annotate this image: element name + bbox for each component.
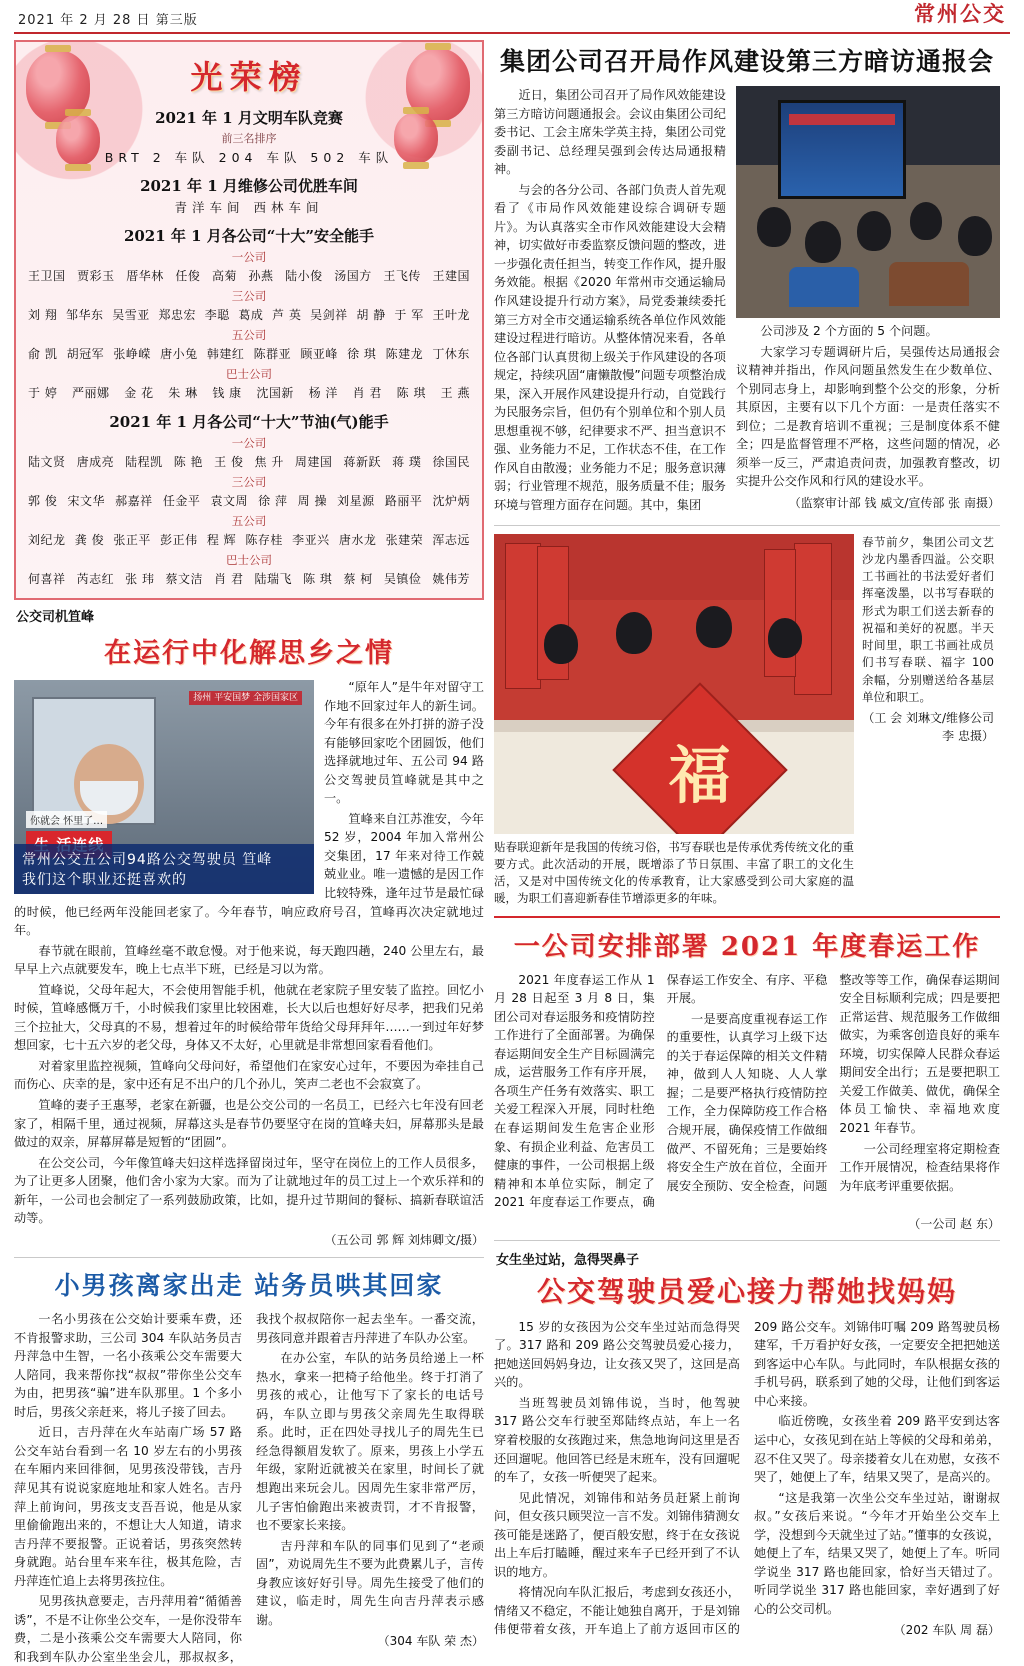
honor-name: 李聪 — [204, 308, 230, 322]
honor-name: 肖 君 — [214, 572, 244, 586]
honor-name: 何喜祥 — [28, 572, 66, 586]
calligraphy-caption-side — [862, 534, 994, 908]
honor-name: 张 玮 — [125, 572, 155, 586]
issue-date: 2021 年 2 月 28 日 第三版 — [18, 13, 198, 28]
caption-text: 春节前夕，集团公司文艺沙龙内墨香四溢。公交职工书画社的书法爱好者们挥毫泼墨，以书写春联的形式为职工们送去新春的祝福和美好的祝愿。半天时间里，职工书画社成员们书写春联、福字 100 余幅，分别赠送给各基层单位和职工。 — [862, 534, 994, 704]
calligraphy-photo — [494, 534, 854, 834]
honor-name: 邹华东 — [66, 308, 104, 322]
honor-name: 蒋新跃 — [343, 455, 381, 469]
honor-fuel-heading: 2021 年 1 月各公司“十大”节油(气)能手 — [109, 413, 389, 431]
honor-name: 徐 萍 — [258, 494, 288, 508]
paragraph: 见男孩执意要走，吉丹萍用着“循循善诱”，不是不让你坐公交车，一是你没带车费，二是小孩乘公交车需要大人陪同，你和我到车队办公室坐坐会儿，那叔叔多，我找个叔叔陪你一起去坐车。一番交流，男孩同意并跟着吉丹萍进了车队办公室。 — [14, 1312, 484, 1664]
honor-name: 刘 翔 — [28, 308, 58, 322]
company-label: 三公司 — [231, 289, 267, 303]
honor-name: 王飞传 — [383, 269, 421, 283]
honor-name: 王建国 — [432, 269, 470, 283]
honor-name: 周 操 — [297, 494, 327, 508]
paragraph: 近日，吉丹萍在火车站南广场 57 路公交车站台看到一名 10 岁左右的小男孩在车厢内来回徘徊，见男孩没带钱，吉丹萍见其有说说家庭地址和家人姓名。吉丹萍上前询问，男孩支支吾吾说，他是从家里偷偷跑出来的，不想让大人知道，请求吉丹萍不要报警。正说着话，男孩突然转身就跑。站台里车来车往，极其危险，吉丹萍连忙追上去将男孩拉住。 — [14, 1425, 242, 1588]
honor-section-heading: 2021 年 1 月文明车队竞赛 — [155, 109, 343, 127]
honor-roll-title: 光荣榜 — [190, 58, 308, 96]
honor-name: 沈炉炳 — [432, 494, 470, 508]
honor-name: 龚 俊 — [74, 533, 105, 547]
paragraph: 吉丹萍和车队的同事们见到了“老顽固”，劝说周先生不要为此费累儿子，言传身教应该好好引导。周先生接受了他们的建议，临走时，周先生向吉丹萍表示感谢。 — [256, 1538, 484, 1627]
honor-name: 陆文贤 — [28, 455, 66, 469]
honor-name: 于 婷 — [28, 386, 58, 400]
person-head — [696, 606, 732, 648]
honor-name: 肖 君 — [352, 386, 382, 400]
girl-story-title: 公交驾驶员爱心接力帮她找妈妈 — [536, 1274, 957, 1308]
paragraph: 笪峰的妻子王惠琴，老家在新疆，也是公交公司的一名员工，已经六七年没有回老家了，相隔千里，通过视频，屏幕这头是春节仍要坚守在岗的笪峰夫妇，屏幕那头是最做过的双亲，屏幕屏幕是短暂的“团圆”。 — [14, 1098, 484, 1150]
honor-roll-box — [14, 40, 484, 600]
girl-story-kicker: 女生坐过站，急得哭鼻子 — [496, 1252, 640, 1268]
divider-red — [494, 916, 1000, 918]
honor-name: 程 辉 — [206, 533, 237, 547]
tv-strap-quote: 我们这个职业还挺喜欢的 — [22, 872, 187, 888]
couplet-scroll — [505, 543, 541, 689]
paragraph: 在公交公司，今年像笪峰夫妇这样选择留岗过年，坚守在岗位上的工作人员很多，为了让更多人团聚，他们舍小家为大家。而为了让就地过年的员工过上一个欢乐祥和的新年，一公司也会制定了一系列鼓励政策，比如，提升过节期间的餐标、搞新春联谊活动等。 — [14, 1155, 484, 1226]
honor-safety-heading: 2021 年 1 月各公司“十大”安全能手 — [123, 227, 375, 245]
honor-name-row — [26, 266, 472, 285]
honor-section-note: 前三名排序 — [221, 132, 277, 145]
honor-name: 顾亚峰 — [300, 347, 338, 361]
paragraph: 当班驾驶员刘锦伟说，当时，他驾驶 317 路公交车行驶至郑陆终点站，车上一名穿着校服的女孩跑过来，焦急地询问这里是否还回遛呢。他回答已经是末班车，没有回遛呢的车了，女孩一听便哭了起来。 — [494, 1395, 740, 1485]
tv-corner-logo: 扬州 平安国梦 全涉国家区 — [189, 691, 302, 706]
honor-name: 陈建龙 — [385, 347, 424, 361]
honor-name: 胡 静 — [356, 308, 386, 322]
honor-name-row — [26, 569, 472, 588]
company-label: 一公司 — [231, 250, 267, 264]
article-byline: （一公司 赵 东） — [908, 1216, 1000, 1231]
honor-name: 张峥嵘 — [113, 347, 151, 361]
honor-name: 芦 英 — [272, 308, 302, 322]
honor-name: 王叶龙 — [432, 308, 470, 322]
paragraph: 与会的各分公司、各部门负责人首先观看了《市局作风效能建设综合调研专题片》。为认真落实全市作风效能建设大会精神，切实做好市委监察反馈问题的整改，进一步强化责任担当，转变工作作风，提升服务效能。根据《2020 年常州市交通运输局作风建设提升行动方案》，局党委兼续委托第三方对全市交通运输系统各单位作风效能建设过程进行暗访。从整体情况来看，各单位各部门认真贯彻上级关于作风建设的各项规定，持续巩固“庸懒散慢”问题专项整治成果，深入开展作风建设提升行动，自觉践行为民服务宗旨，但仍有个别单位和个别人员思想重视不够，纪律要求不严、担当意识不强、业务能力不足，工作状态不佳，在工作作风自由散漫；业务能力不足；服务意识薄弱；行业管理不规范，服务质量不佳；服务环境与管理方面存在问题。其中，集团 — [494, 182, 727, 513]
honor-name: 严丽娜 — [72, 386, 110, 400]
honor-name: 于 军 — [394, 308, 424, 322]
paragraph: 2021 年度春运工作从 1 月 28 日起至 3 月 8 日，集团公司对春运服务和疫情防控工作进行了全面部署。为确保春运期间安全生产目标圆满完成，运营服务工作有序开展，各项生产任务有效落实、职工关爱工程深入开展，同时杜绝在春运期间发生危害企业形象、有损企业利益、危害员工健康的事件，一公司根据上级精神和本单位实际，制定了 2021 年度春运工作要点，确保春运工作安全、有序、平稳开展。 — [494, 972, 828, 1210]
honor-name: 贾彩玉 — [77, 269, 115, 283]
honor-name: 金 花 — [124, 386, 154, 400]
honor-name: 吴雪亚 — [112, 308, 150, 322]
honor-name: 王 俊 — [214, 455, 244, 469]
attendee-head — [857, 211, 891, 251]
honor-name: 郝嘉祥 — [115, 494, 153, 508]
company-label: 五公司 — [231, 328, 267, 342]
honor-name: 徐国民 — [432, 455, 470, 469]
paragraph: 公司涉及 2 个方面的 5 个问题。 — [760, 324, 938, 338]
meeting-article-continued — [736, 322, 1000, 512]
paragraph: “原年人”是牛年对留守工作地不回家过年人的新生词。今年有很多在外打拼的游子没有能够回家吃个团圆饭，他们选择就地过年、五公司 94 路公交驾驶员笪峰就是其中之一。 — [324, 680, 484, 806]
honor-name: 俞 凯 — [28, 347, 58, 361]
attendee-body — [889, 262, 969, 306]
person-head — [616, 612, 652, 654]
honor-name: 芮志红 — [76, 572, 115, 586]
honor-name: 蒋 璞 — [392, 455, 422, 469]
tv-lower-third — [14, 844, 314, 894]
honor-name: 蔡 柯 — [343, 572, 373, 586]
paragraph: 对着家里监控视频，笪峰向父母问好，希望他们在家安心过年，不要因为牵挂自己而伤心、庆幸的是，家中还有足不出户的几个孙儿，笑声二老也不会寂寞了。 — [14, 1058, 484, 1092]
honor-name: 彭正伟 — [160, 533, 198, 547]
article-byline: （202 车队 周 磊） — [893, 1623, 1000, 1638]
honor-name-row — [26, 491, 472, 510]
honor-name: 刘纪龙 — [28, 533, 66, 547]
company-label: 巴士公司 — [226, 553, 272, 567]
honor-name: 陆程凯 — [125, 455, 163, 469]
honor-name: 袁文周 — [210, 494, 249, 508]
paper-name: 常州公交 — [914, 1, 1006, 26]
honor-name: 焦 升 — [254, 455, 284, 469]
calligraphy-block — [494, 534, 1000, 908]
honor-name: 陆瑞飞 — [254, 572, 293, 586]
honor-name: 宋文华 — [67, 494, 105, 508]
boy-story-title: 小男孩离家出走 站务员哄其回家 — [54, 1271, 444, 1301]
company-label: 三公司 — [231, 475, 267, 489]
attendee-head — [910, 202, 942, 240]
paragraph: 笪峰说，父母年起大，不会使用智能手机，他就在老家院子里安装了监控。回忆小时候，笪峰感慨万千，小时候我们家里比较困难，长大以后也想好好尽孝，把我们兄弟三个拉扯大，父母真的不易，想着过年的时候给带年货给父母拜拜年……一到过年好梦想回家，七十五六岁的老父母，身体又不太好，心里就是非常想回家看看他们。 — [14, 982, 484, 1053]
driver-article-kicker: 公交司机笪峰 — [16, 610, 95, 625]
person-head — [768, 618, 802, 658]
honor-name: 徐 琪 — [347, 347, 377, 361]
boy-story-text — [14, 1310, 484, 1666]
paragraph: 春节就在眼前，笪峰丝毫不敢怠慢。对于他来说，每天跑四趟，240 公里左右，最早早上六点就要发车，晚上七点半下班，已经是习以为常。 — [14, 943, 484, 977]
honor-name: 丁休东 — [432, 347, 470, 361]
company-label: 一公司 — [231, 436, 267, 450]
meeting-article-title: 集团公司召开局作风建设第三方暗访通报会 — [499, 47, 994, 76]
honor-name: 郑忠宏 — [158, 308, 196, 322]
attendee-head — [958, 216, 992, 256]
paragraph: 一是要高度重视春运工作的重要性，认真学习上级下达的关于春运保障的相关文件精神，做到人人知晓、人人掌握；二是要严格执行疫情防控工作，全力保障防疫工作合格合规开展，确保疫情工作做细做严、不留死角；三是要始终将安全生产放在首位，全面开展安全预防、安全检查，问题整改等等工作，确保春运期间安全目标顺利完成；四是要把正常运营、规范服务工作做细做实，为乘客创造良好的乘车环境，切实保障人民群众春运期间安全出行；五是要把职工关爱工作做美、做优，确保全体员工愉快、幸福地欢度 2021 年春节。 — [666, 972, 1000, 1193]
meeting-article-left-col — [494, 86, 726, 517]
honor-name: 刘星源 — [337, 494, 375, 508]
paragraph: 大家学习专题调研片后，吴强传达局通报会议精神并指出，作风问题虽然发生在少数单位、个别同志身上，却影响到整个公交的形象，分析其原因，主要有以下几个方面：一是责任落实不到位；二是教育培训不重视；三是制度体系不健全；四是监督管理不严格，这些问题的情况，必须举一反三，严肃追责问责，加强教育整改，切实提升公交作风和行风的建设水平。 — [736, 344, 1000, 489]
honor-name: 蔡文洁 — [165, 572, 204, 586]
meeting-article-body — [494, 86, 1000, 517]
honor-name-row — [26, 530, 472, 549]
honor-name: 张正平 — [113, 533, 151, 547]
honor-name: 杨 洋 — [308, 386, 338, 400]
honor-name: 唐水龙 — [338, 533, 377, 547]
honor-section-line: BRT 2 车队 204 车队 502 车队 — [104, 150, 394, 165]
honor-name: 钱 康 — [212, 386, 242, 400]
paragraph: 一公司经理室将定期检查工作开展情况，检查结果将作为年底考评重要依据。 — [839, 1141, 1000, 1193]
bus-driver-photo — [14, 680, 314, 894]
company-label: 五公司 — [231, 514, 267, 528]
honor-name: 厝华林 — [126, 269, 164, 283]
honor-name-row — [26, 452, 472, 471]
right-column — [494, 40, 1000, 1666]
calligraphy-photo-wrap — [494, 534, 854, 908]
honor-name-row — [26, 383, 472, 402]
couplet-scroll — [794, 543, 832, 695]
meeting-photo — [736, 86, 1000, 318]
paragraph: 临近傍晚，女孩坐着 209 路平安到达客运中心，女孩见到在站上等候的父母和弟弟，忍不住又哭了。母亲搂着女儿在劝慰，女孩不哭了，她便上了车，结果又哭了，是高兴的。 — [754, 1414, 1000, 1485]
article-byline: （监察审计部 钱 威文/宣传部 张 南摄） — [788, 495, 1000, 510]
honor-name: 吴剑祥 — [310, 308, 348, 322]
meeting-article-right-col — [736, 86, 1000, 517]
honor-name: 王 燕 — [440, 386, 470, 400]
paragraph: 将情况向车队汇报后，考虑到女孩还小，情绪又不稳定，不能让她独自离开，于是刘锦伟便带着女孩，开车追上了前方返回市区的 209 路公交车。刘锦伟叮嘱 209 路驾驶员杨建军，千万看护好女孩，一定要安全把把她送到客运中心车队。与此同时，车队根据女孩的手机号码，联系到了她的父母，让他们到客运中心来接。 — [494, 1319, 1000, 1637]
honor-name: 孙燕 — [248, 269, 274, 283]
paragraph: 一名小男孩在公交始计要乘车费，还不肯报警求助，三公司 304 车队站务员吉丹萍急中生智，一名小孩乘公交车需要大人陪同，我来帮你找“叔叔”带你坐公交车为由，把男孩“骗”进车队那里。1 个多小时后，男孩父亲赶来，将儿子接了回去。 — [14, 1312, 242, 1419]
tv-subtitle-tag: 你就会 怀里了… — [26, 811, 107, 828]
divider — [494, 1240, 1000, 1241]
company-label: 巴士公司 — [226, 367, 272, 381]
honor-name: 汤国方 — [334, 269, 372, 283]
article-byline: （304 车队 荣 杰） — [377, 1634, 484, 1649]
paragraph: 15 岁的女孩因为公交车坐过站而急得哭了。317 路和 209 路公交驾驶员爱心接力，把她送回妈妈身边，让女孩又哭了，这回是高兴的。 — [494, 1319, 740, 1390]
honor-name-row — [26, 305, 472, 324]
honor-name: 韩建红 — [206, 347, 245, 361]
honor-name: 葛成 — [238, 308, 264, 322]
honor-name: 陈 艳 — [173, 455, 204, 469]
paragraph: 笪峰来自江苏淮安，今年 52 岁，2004 年加入常州公交集团，17 年来对待工作兢兢业业。唯一遗憾的是因工作比较特殊，逢年过节是最忙碌的时候，他已经两年没能回老家了。今年春节，响应政府号召，笪峰再次决定就地过年。 — [14, 811, 484, 938]
paragraph: 见此情况，刘锦伟和站务员赶紧上前询问，但女孩只顾哭泣一言不发。刘锦伟猜测女孩可能是迷路了，便百般安慰，终于在女孩说出上车后打瞌睡，醒过来车子已经开到了不认识的地方。 — [494, 1490, 740, 1579]
person-head — [544, 624, 578, 664]
honor-name: 郭 俊 — [28, 494, 58, 508]
honor-name: 陈 琪 — [396, 386, 426, 400]
paragraph: 近日，集团公司召开了局作风效能建设第三方暗访问题通报会。会议由集团公司纪委书记、工会主席朱学英主持，集团公司党委副书记、总经理吴强到会传达局通报精神。 — [494, 88, 726, 177]
tv-strap-name: 常州公交五公司94路公交驾驶员 笪峰 — [22, 852, 273, 868]
attendee-body — [789, 267, 859, 307]
honor-section-heading: 2021 年 1 月维修公司优胜车间 — [140, 177, 358, 195]
spring-festival-text — [494, 971, 1000, 1212]
honor-name: 路丽平 — [384, 494, 423, 508]
honor-name: 周建国 — [294, 455, 333, 469]
attendee-head — [757, 207, 791, 247]
honor-name: 任俊 — [175, 269, 201, 283]
driver-article-title: 在运行中化解思乡之情 — [104, 638, 394, 669]
article-byline: （五公司 郭 辉 刘炜卿文/摄） — [324, 1232, 484, 1247]
spring-festival-title: 一公司安排部署 2021 年度春运工作 — [513, 931, 981, 962]
photo-byline: （工 会 刘琳文/维修公司 李 忠摄） — [862, 711, 994, 744]
paragraph: 在办公室，车队的站务员给递上一杯热水，拿来一把椅子给他坐。终于打消了男孩的戒心，让他写下了家长的电话号码，车队立即与男孩父亲周先生取得联系。此时，正在四处寻找儿子的周先生已经急得额眉发软了。原来，男孩上小学五年级，家附近就被关在家里，时间长了就想跑出来玩会儿。因周先生家非常严厉，儿子害怕偷跑出来被责罚，才不肯报警，也不要家长来接。 — [256, 1351, 484, 1533]
calligraphy-caption-bottom: 贴春联迎新年是我国的传统习俗，书写春联也是传承优秀传统文化的重要方式。此次活动的开展，既增添了节日氛围、丰富了职工的文化生活，又是对中国传统文化的传承教育，让大家感受到公司大家庭的温暖，为职工们喜迎新春佳节增添更多的年味。 — [494, 839, 854, 906]
honor-name: 李亚兴 — [292, 533, 330, 547]
honor-section-line: 青洋车间 西林车间 — [174, 200, 324, 215]
honor-name: 王卫国 — [28, 269, 66, 283]
honor-name: 胡冠军 — [66, 347, 105, 361]
honor-name: 唐小兔 — [160, 347, 198, 361]
left-column — [14, 40, 484, 1666]
honor-name-row — [26, 344, 472, 363]
divider — [14, 1257, 484, 1258]
honor-name: 陆小俊 — [285, 269, 323, 283]
honor-name: 张建荣 — [385, 533, 424, 547]
honor-name: 陈 琪 — [303, 572, 333, 586]
honor-name: 任金平 — [162, 494, 201, 508]
honor-name: 吴镇俭 — [383, 572, 422, 586]
fu-character-paper: 福 — [612, 682, 787, 834]
paragraph: “这是我第一次坐公交车坐过站，谢谢叔叔。”女孩后来说。“今年才开始坐公交车上学，没想到今天就坐过了站。”懂事的女孩说，她便上了车，结果又哭了，她便上了车。听同学说坐 317 路也能回家，恰好当天错过了。听同学说坐 317 路也能回家，幸好遇到了好心的公交司机。 — [754, 1490, 1000, 1616]
honor-name: 唐成亮 — [76, 455, 115, 469]
honor-name: 陈存桂 — [245, 533, 283, 547]
honor-name: 朱 琳 — [168, 386, 198, 400]
honor-name: 高菊 — [211, 269, 237, 283]
honor-name: 姚伟芳 — [432, 572, 470, 586]
attendee-head — [805, 221, 841, 263]
masthead — [14, 0, 1010, 34]
honor-name: 陈群亚 — [253, 347, 292, 361]
girl-story-text — [494, 1318, 1000, 1640]
driver-article-body-wrap — [14, 678, 484, 1249]
screen-caption-banner — [789, 114, 896, 125]
projection-screen — [778, 100, 905, 199]
page-content — [14, 40, 1010, 1666]
honor-name: 沈国新 — [256, 386, 294, 400]
divider — [494, 525, 1000, 526]
honor-name: 浑志远 — [432, 533, 470, 547]
